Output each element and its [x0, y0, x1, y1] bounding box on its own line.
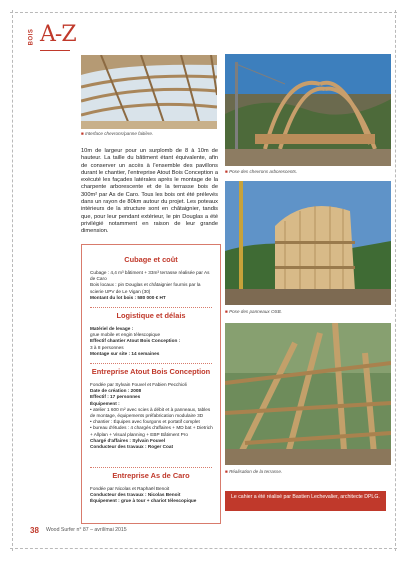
- caption-bullet: ■: [225, 469, 228, 474]
- caption-bullet: ■: [225, 169, 228, 174]
- montage-line: Montage sur site : 14 semaines: [90, 350, 160, 356]
- conducteur-line: Conducteur des travaux : Nicolas Benoit: [90, 492, 181, 498]
- equipement-atelier: • atelier 1 600 m² avec scies à débit et à panneaux, tables de montage, équipements préfabrication modulaire 3D: [90, 406, 211, 419]
- article-body-text: 10m de largeur pour un surplomb de 8 à 10m de hauteur. La taille du bâtiment étant équivalente, afin de conserver un accès à l'ensemble des pavillons durant le chantier, l'entreprise Atout Bois Conception a exécuté les façades latérales après le montage de la charpente arborescente et de la terrasse bois de 300m² par As de Caro. Tous les bois ont été prélevés dans un rayon de 80km autour du projet. Les poteaux intérieurs de la structure sont en châtaignier, tandis que, pour leur pendant extérieur, le pin Douglas a été privilégié notamment en raison de leur grande dimension.: [81, 148, 218, 235]
- section-small-text: BOIS: [28, 28, 35, 46]
- section-divider: [90, 467, 212, 468]
- equipement-line: Équipement : grue à tour + chariot télescopique: [90, 498, 197, 504]
- effectif-chantier-value: 3 à 8 personnes: [90, 344, 124, 350]
- section-logo: [27, 22, 77, 54]
- caption-photo2: [225, 169, 391, 175]
- section-small-label: [29, 24, 39, 50]
- section-atout-bois-content: [90, 382, 214, 450]
- photo-terrace: [225, 323, 391, 465]
- caption-photo3: [225, 309, 391, 315]
- section-large-label: A-Z: [40, 22, 76, 47]
- photo-arborescent-rafters: [225, 54, 391, 166]
- page-number: 38: [30, 526, 39, 535]
- caption-photo1-text: Interface chevrons/panne faitière.: [85, 131, 154, 136]
- section-title-logistique: Logistique et délais: [116, 311, 186, 320]
- materiel-value: grue mobile et engin télescopique: [90, 332, 161, 338]
- date-creation-line: Date de création : 2008: [90, 388, 142, 394]
- section-divider: [90, 363, 212, 364]
- caption-photo1: [81, 131, 217, 137]
- equipement-label: Équipement :: [90, 400, 120, 406]
- equipement-bureau: • bureau d'études : 4 chargés d'affaires + MD bat + Dietrich + Allplan + Visual planning + EBP Bâtiment Pro: [90, 425, 213, 437]
- equipement-chantier: • chantier : Équipes avec fourgons et portatif complet: [90, 419, 200, 425]
- caption-photo2-text: Pose des chevrons arborescents.: [229, 169, 298, 174]
- info-box: [81, 244, 221, 524]
- effectif-chantier-label: Effectif chantier Atout Bois Conception :: [90, 338, 181, 344]
- section-title-as-de-caro: Entreprise As de Caro: [112, 471, 190, 480]
- fondee-line: Fondée par Nicolas et Raphaël Benoit: [90, 486, 170, 491]
- photo-osb-panels: [225, 181, 391, 305]
- photo-roof-interface: [81, 55, 217, 129]
- caption-photo4-text: Réalisation de la terrasse.: [229, 469, 283, 474]
- footer-text: Wood Surfer n° 87 – avril/mai 2015: [46, 527, 127, 533]
- caption-bullet: ■: [225, 309, 228, 314]
- logo-underline: [40, 50, 70, 51]
- right-dashed-border: [395, 10, 396, 551]
- materiel-label: Matériel de levage :: [90, 326, 134, 331]
- top-dashed-border: [10, 12, 397, 13]
- fondee-line: Fondée par Sylvain Fouvel et Fabien Pecchioli: [90, 382, 187, 387]
- left-dashed-border: [12, 10, 13, 551]
- caption-bullet: ■: [81, 131, 84, 136]
- section-as-de-caro-content: [90, 486, 214, 505]
- charge-affaires-line: Chargé d'affaires : Sylvain Fouvel: [90, 437, 166, 443]
- effectif-line: Effectif : 17 personnes: [90, 394, 141, 400]
- caption-photo4: [225, 469, 391, 475]
- bois-locaux-line: Bois locaux : pin Douglas et châtaignier fournis par la scierie UPV de Le Vigan (30): [90, 282, 201, 294]
- cubage-line: Cubage : 4,4 m³ bâtiment + 33m³ terrasse réalisée par As de Caro: [90, 270, 210, 282]
- montant-line: Montant du lot bois : 580 000 € HT: [90, 294, 166, 300]
- conducteur-line: Conducteur des travaux : Roger Coat: [90, 444, 174, 450]
- bottom-dashed-border: [10, 548, 397, 549]
- author-note: Le cahier a été réalisé par Bastien Lechevalier, architecte DPLG.: [225, 491, 386, 511]
- section-logistique-content: [90, 326, 214, 357]
- section-title-atout-bois: Entreprise Atout Bois Conception: [91, 367, 211, 376]
- section-divider: [90, 307, 212, 308]
- section-cubage-content: [90, 270, 214, 301]
- section-title-cubage: Cubage et coût: [124, 255, 178, 264]
- caption-photo3-text: Pose des panneaux OSB.: [229, 309, 282, 314]
